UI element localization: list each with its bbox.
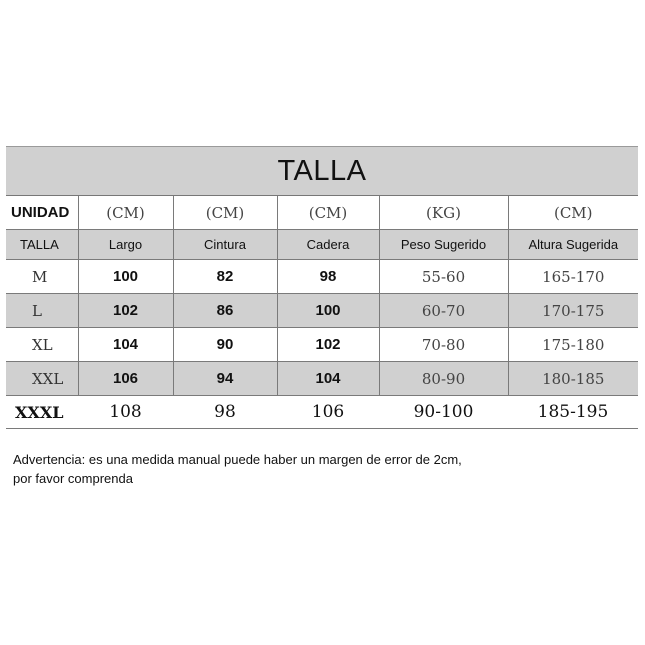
altura-value: 175-180 [508, 328, 638, 362]
cadera-value: 98 [277, 260, 379, 294]
altura-value: 165-170 [508, 260, 638, 294]
size-label: XL [6, 328, 78, 362]
peso-value: 55-60 [379, 260, 508, 294]
unit-row-label: UNIDAD [6, 196, 78, 230]
peso-value: 70-80 [379, 328, 508, 362]
altura-value: 185-195 [508, 396, 638, 429]
size-label: M [6, 260, 78, 294]
size-label: XXL [6, 362, 78, 396]
disclaimer-note [13, 450, 613, 488]
cintura-value: 82 [173, 260, 277, 294]
column-header-largo: Largo [78, 230, 173, 260]
cadera-value: 102 [277, 328, 379, 362]
column-header-altura: Altura Sugerida [508, 230, 638, 260]
table-title: TALLA [277, 154, 367, 187]
altura-value: 180-185 [508, 362, 638, 396]
column-header-peso: Peso Sugerido [379, 230, 508, 260]
cintura-value: 86 [173, 294, 277, 328]
largo-value: 102 [78, 294, 173, 328]
unit-row [6, 196, 638, 230]
size-label: XXXL [6, 396, 78, 429]
column-header-cintura: Cintura [173, 230, 277, 260]
unit-altura: (CM) [508, 196, 638, 230]
cintura-value: 94 [173, 362, 277, 396]
cadera-value: 100 [277, 294, 379, 328]
unit-cintura: (CM) [173, 196, 277, 230]
unit-peso: (KG) [379, 196, 508, 230]
disclaimer-line: Advertencia: es una medida manual puede haber un margen de error de 2cm, [13, 452, 462, 467]
table-title-bar [6, 146, 638, 196]
unit-largo: (CM) [78, 196, 173, 230]
peso-value: 90-100 [379, 396, 508, 429]
header-row-label: TALLA [6, 230, 78, 260]
largo-value: 100 [78, 260, 173, 294]
cintura-value: 98 [173, 396, 277, 429]
table-row [6, 362, 638, 396]
unit-cadera: (CM) [277, 196, 379, 230]
peso-value: 80-90 [379, 362, 508, 396]
disclaimer-line: por favor comprenda [13, 471, 133, 486]
largo-value: 106 [78, 362, 173, 396]
largo-value: 108 [78, 396, 173, 429]
table-row [6, 294, 638, 328]
cadera-value: 104 [277, 362, 379, 396]
size-table [6, 196, 638, 429]
cadera-value: 106 [277, 396, 379, 429]
cintura-value: 90 [173, 328, 277, 362]
header-row [6, 230, 638, 260]
table-row [6, 396, 638, 429]
altura-value: 170-175 [508, 294, 638, 328]
largo-value: 104 [78, 328, 173, 362]
column-header-cadera: Cadera [277, 230, 379, 260]
table-row [6, 260, 638, 294]
table-row [6, 328, 638, 362]
peso-value: 60-70 [379, 294, 508, 328]
size-label: L [6, 294, 78, 328]
